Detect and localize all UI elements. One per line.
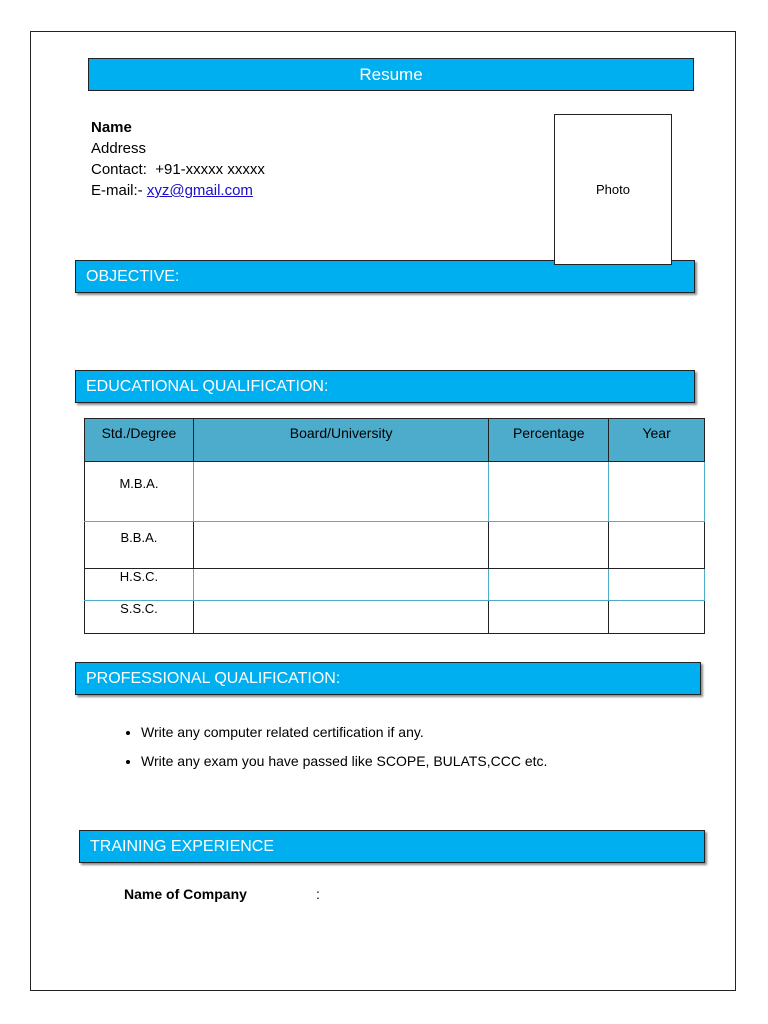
- section-training: TRAINING EXPERIENCE: [79, 830, 705, 863]
- table-row: [85, 462, 705, 522]
- cell-board: [193, 462, 488, 522]
- resume-title: Resume: [88, 58, 694, 91]
- list-item: • Write any exam you have passed like SCOPE, BULATS,CCC etc.: [141, 747, 547, 776]
- cell-percentage: [489, 569, 609, 601]
- cell-degree: B.B.A.: [85, 522, 194, 569]
- candidate-name: Name: [91, 119, 132, 136]
- company-label: Name of Company: [124, 886, 247, 902]
- contact-line: [91, 159, 265, 180]
- cell-year: [609, 601, 705, 634]
- professional-list: [123, 718, 547, 776]
- cell-percentage: [489, 601, 609, 634]
- photo-placeholder: [554, 114, 672, 265]
- cell-year: [609, 569, 705, 601]
- resume-page: [30, 31, 736, 991]
- cell-year: [609, 522, 705, 569]
- cell-board: [193, 601, 488, 634]
- header-year: Year: [609, 419, 705, 462]
- table-header-row: [85, 419, 705, 462]
- contact-label: Contact:: [91, 161, 147, 178]
- header-degree: Std./Degree: [85, 419, 194, 462]
- section-objective: OBJECTIVE:: [75, 260, 695, 293]
- cell-percentage: [489, 462, 609, 522]
- header-board: Board/University: [193, 419, 488, 462]
- table-row: [85, 522, 705, 569]
- cell-percentage: [489, 522, 609, 569]
- candidate-address: Address: [91, 140, 147, 157]
- table-row: [85, 569, 705, 601]
- cell-board: [193, 522, 488, 569]
- contact-block: [91, 117, 265, 201]
- email-line: [91, 180, 265, 201]
- list-item: • Write any computer related certification if any.: [141, 718, 547, 747]
- cell-degree: M.B.A.: [85, 462, 194, 522]
- email-label: E-mail:-: [91, 182, 143, 199]
- company-separator: :: [316, 886, 320, 902]
- section-professional: PROFESSIONAL QUALIFICATION:: [75, 662, 701, 695]
- cell-board: [193, 569, 488, 601]
- cell-year: [609, 462, 705, 522]
- email-link[interactable]: xyz@gmail.com: [146, 182, 253, 199]
- table-row: [85, 601, 705, 634]
- photo-label: Photo: [596, 182, 630, 197]
- education-table: [84, 418, 705, 634]
- header-percentage: Percentage: [489, 419, 609, 462]
- section-education: EDUCATIONAL QUALIFICATION:: [75, 370, 695, 403]
- contact-value: +91-xxxxx xxxxx: [155, 161, 265, 178]
- cell-degree: H.S.C.: [85, 569, 194, 601]
- cell-degree: S.S.C.: [85, 601, 194, 634]
